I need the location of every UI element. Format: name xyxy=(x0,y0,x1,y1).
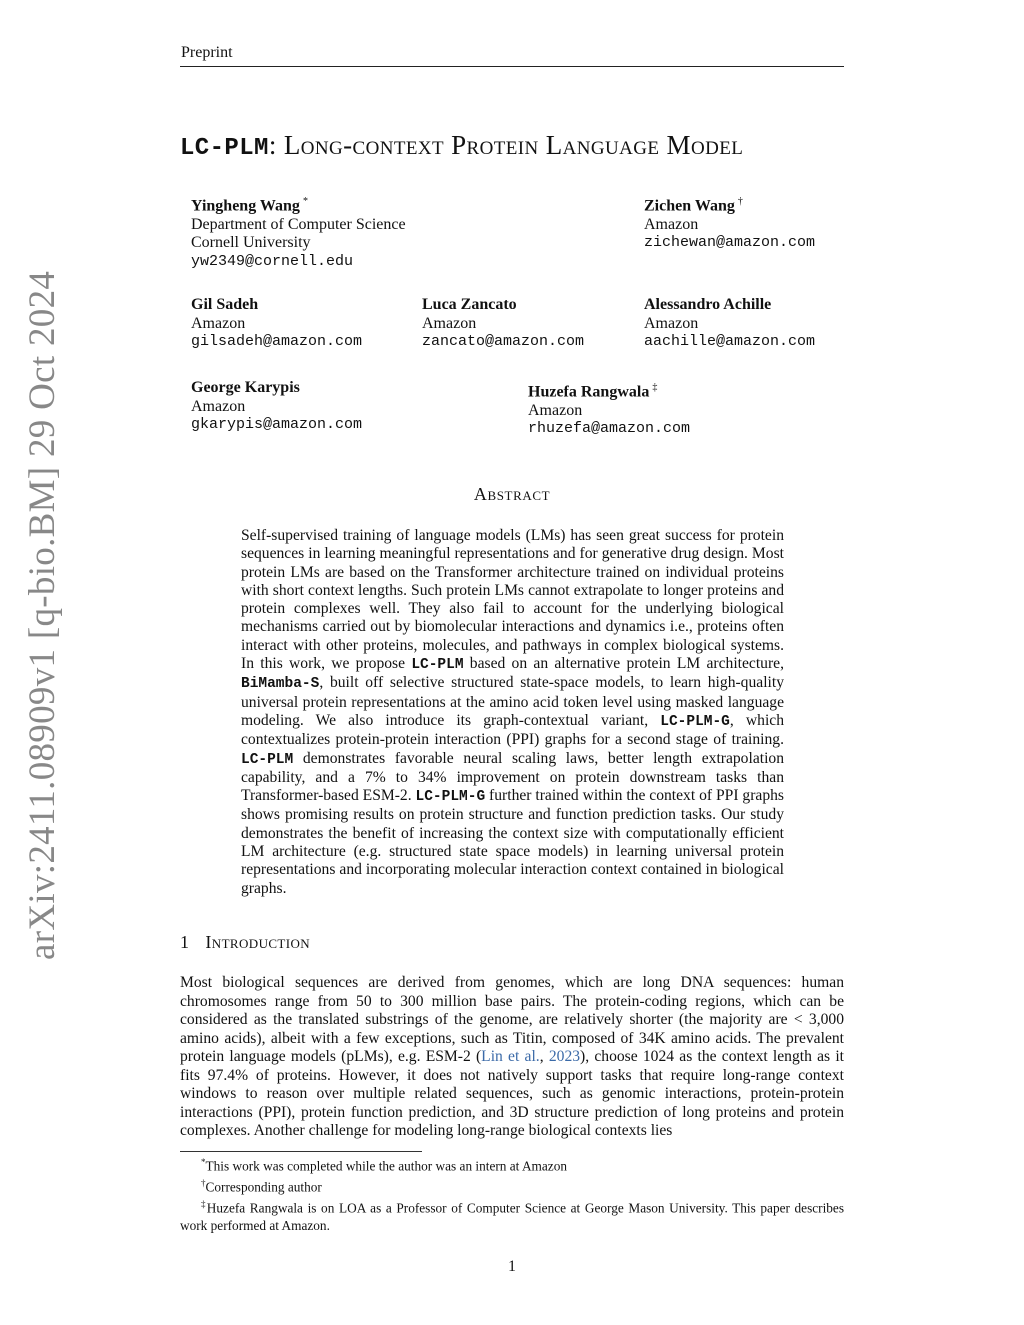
author-block xyxy=(422,296,584,352)
author-affiliation: Amazon xyxy=(422,314,477,332)
author-block xyxy=(191,193,406,271)
author-block xyxy=(191,379,362,435)
model-name: LC-PLM-G xyxy=(660,713,730,730)
section-number: 1 xyxy=(180,932,190,952)
introduction-paragraph xyxy=(180,974,844,1141)
footnote xyxy=(180,1196,844,1234)
author-name: Yingheng Wang xyxy=(191,197,300,215)
author-affiliation: Amazon xyxy=(191,314,246,332)
author-email[interactable]: zichewan@amazon.com xyxy=(644,234,816,252)
intro-text: Most biological sequences are derived from genomes, which are long DNA sequences: human chromosomes range from 50 to 300 million base pairs. The protein-coding regions, which can be considered as the translated substrings of the genome, are relatively shorter (the majority are < 3,000 amino acids), albeit with a few exceptions, such as Titin, composed of 34K amino acids. The prevalent protein language models (pLMs), e.g. ESM-2 ( xyxy=(180,974,844,1065)
footnote-text: Corresponding author xyxy=(205,1179,322,1195)
title-rest: Long-context Protein Language Model xyxy=(283,130,744,160)
running-header: Preprint xyxy=(181,44,233,61)
author-affiliation: Cornell University xyxy=(191,234,311,252)
abstract-paragraph xyxy=(241,527,784,898)
intro-text: ), choose 1024 as the context length as it fits 97.4% of proteins. However, it does not natively support tasks that require long-range context windows to reason over multiple related sequences, such as genomic interactions, protein-protein interactions (PPI), protein function prediction, and 3D structure prediction of long proteins and protein complexes. Another challenge for modeling long-range biological contexts lies xyxy=(180,1048,845,1139)
footnote-mark: † xyxy=(201,1177,206,1188)
page-number: 1 xyxy=(508,1258,516,1275)
author-name: Zichen Wang xyxy=(644,197,735,215)
footnote-text: Huzefa Rangwala is on LOA as a Professor of Computer Science at George Mason University. This paper describes work performed at Amazon. xyxy=(180,1200,845,1233)
author-block xyxy=(644,193,815,253)
author-mark: * xyxy=(302,196,308,207)
abstract-text: , built off selective structured state-space models, to learn high-quality universal protein representations at the amino acid token level using masked language modeling. We also introduce its graph-contextual variant, xyxy=(241,674,784,729)
citation-author: Lin et al. xyxy=(481,1048,540,1065)
author-affiliation: Department of Computer Science xyxy=(191,215,406,233)
author-affiliation: Amazon xyxy=(644,314,699,332)
abstract-heading: Abstract xyxy=(473,484,551,504)
abstract-text: Self-supervised training of language models (LMs) has seen great success for protein sequences in learning meaningful representations and for generative drug design. Most protein LMs are based on the Transformer architecture trained on individual proteins with short context lengths. Such protein LMs cannot extrapolate to longer proteins and protein complexes well. They also fail to account for the underlying biological mechanisms carried out by biomolecular interactions and dynamics i.e., proteins often interact with other proteins, molecules, and pathways in complex biological systems. In this work, we propose xyxy=(241,527,784,673)
author-email[interactable]: aachille@amazon.com xyxy=(644,333,816,350)
abstract-text: based on an alternative protein LM architecture, xyxy=(463,655,784,673)
author-affiliation: Amazon xyxy=(528,401,583,419)
author-mark: † xyxy=(737,196,743,207)
author-block xyxy=(644,296,815,352)
model-name: BiMamba-S xyxy=(241,676,320,693)
author-mark: ‡ xyxy=(652,382,658,393)
title-model-name: LC-PLM xyxy=(180,135,269,162)
author-name: Gil Sadeh xyxy=(191,296,259,313)
paper-title xyxy=(180,130,844,162)
author-email[interactable]: zancato@amazon.com xyxy=(422,333,585,350)
section-heading xyxy=(180,932,310,953)
model-name: LC-PLM xyxy=(241,751,294,768)
citation-year: 2023 xyxy=(548,1048,581,1065)
author-name: Alessandro Achille xyxy=(644,296,772,313)
author-email[interactable]: yw2349@cornell.edu xyxy=(191,252,354,270)
abstract-text: further trained within the context of PPI graphs shows promising results on protein structure and function prediction tasks. Our study demonstrates the benefit of increasing the context size with computationally efficient LM architecture (e.g. structured state space models) in learning universal protein representations and incorporating molecular interaction context contained in biological graphs. xyxy=(241,787,784,897)
footnote xyxy=(180,1175,844,1196)
citation-link[interactable] xyxy=(481,1048,580,1065)
abstract-text: , which contextualizes protein-protein interaction (PPI) graphs for a second stage of training. xyxy=(241,711,785,749)
section-title: Introduction xyxy=(205,932,311,952)
author-email[interactable]: gilsadeh@amazon.com xyxy=(191,333,363,350)
author-name: Huzefa Rangwala xyxy=(528,383,650,401)
footnote-text: This work was completed while the author was an intern at Amazon xyxy=(205,1158,568,1174)
author-name: George Karypis xyxy=(191,379,300,396)
author-email[interactable]: rhuzefa@amazon.com xyxy=(528,420,691,438)
title-separator: : xyxy=(268,130,284,160)
footnote xyxy=(180,1154,844,1175)
footnote-mark: ‡ xyxy=(201,1198,207,1209)
author-affiliation: Amazon xyxy=(644,215,699,233)
author-affiliation: Amazon xyxy=(191,397,246,415)
author-name: Luca Zancato xyxy=(422,296,517,313)
author-block xyxy=(191,296,362,352)
model-name: LC-PLM xyxy=(411,657,464,674)
author-block xyxy=(528,379,690,439)
footnotes xyxy=(180,1154,844,1234)
author-email[interactable]: gkarypis@amazon.com xyxy=(191,416,363,433)
model-name: LC-PLM-G xyxy=(415,789,486,806)
header-rule xyxy=(180,66,844,67)
abstract-text: demonstrates favorable neural scaling laws, better length extrapolation capability, and a 7% to 34% improvement on protein downstream tasks than Transformer-based ESM-2. xyxy=(241,749,784,805)
footnote-mark: * xyxy=(201,1157,206,1167)
footnote-rule xyxy=(180,1151,422,1152)
arxiv-identifier-stamp: arXiv:2411.08909v1 [q-bio.BM] 29 Oct 2024 xyxy=(22,270,63,960)
citation-separator: , xyxy=(539,1048,549,1065)
